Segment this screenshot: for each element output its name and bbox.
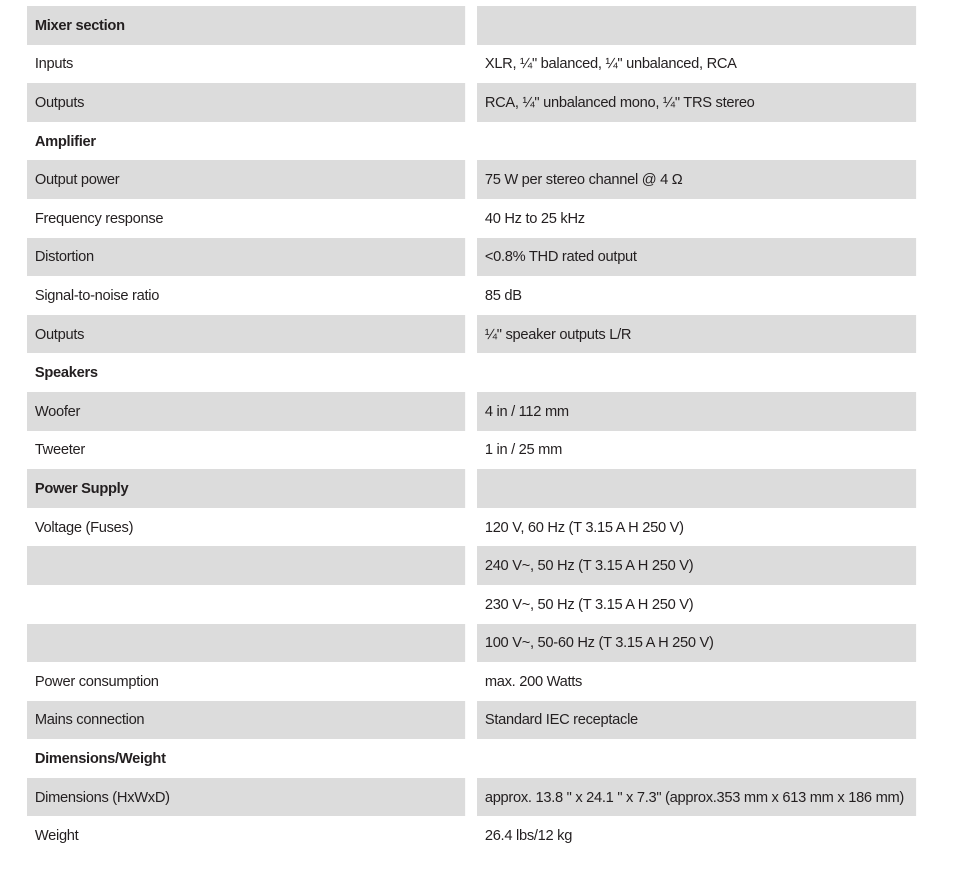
spec-row (27, 431, 926, 470)
spec-label: Dimensions (HxWxD) (27, 778, 465, 817)
spec-row (27, 585, 926, 624)
spec-label: Tweeter (34, 441, 85, 459)
spec-row (27, 83, 926, 122)
spec-value: XLR, ¼" balanced, ¼" unbalanced, RCA (484, 55, 737, 73)
spec-label: Power Supply (27, 469, 465, 508)
spec-label: Amplifier (34, 132, 96, 150)
spec-label: Mixer section (27, 6, 465, 45)
spec-label: Output power (27, 160, 465, 199)
spec-label: Inputs (34, 55, 74, 73)
spec-value: 1 in / 25 mm (484, 441, 563, 459)
spec-label: Speakers (34, 364, 98, 382)
spec-value (477, 469, 916, 508)
spec-row (27, 315, 926, 354)
spec-row (27, 238, 926, 277)
spec-row (27, 199, 926, 238)
spec-row (27, 816, 926, 855)
spec-label: Frequency response (34, 209, 164, 227)
spec-row (27, 739, 926, 778)
spec-label: Woofer (27, 392, 465, 431)
spec-row (27, 469, 926, 508)
spec-label: Outputs (27, 315, 465, 354)
spec-row (27, 45, 926, 84)
spec-label: Power consumption (34, 672, 159, 690)
spec-row (27, 353, 926, 392)
spec-label (27, 546, 465, 585)
spec-table (27, 6, 926, 855)
spec-value: 100 V~, 50-60 Hz (T 3.15 A H 250 V) (477, 624, 916, 663)
spec-value (477, 353, 916, 392)
spec-value: 85 dB (484, 286, 522, 304)
spec-value (477, 739, 916, 778)
spec-row (27, 122, 926, 161)
spec-label: Outputs (27, 83, 465, 122)
spec-label: Weight (34, 827, 79, 845)
spec-label: Distortion (27, 238, 465, 277)
spec-value (477, 6, 916, 45)
spec-value: approx. 13.8 " x 24.1 " x 7.3" (approx.353 mm x 613 mm x 186 mm) (477, 778, 916, 817)
spec-row (27, 6, 926, 45)
spec-label: Voltage (Fuses) (34, 518, 134, 536)
spec-row (27, 160, 926, 199)
spec-label: Signal-to-noise ratio (34, 286, 160, 304)
spec-row (27, 276, 926, 315)
spec-value: Standard IEC receptacle (477, 701, 916, 740)
spec-value: 230 V~, 50 Hz (T 3.15 A H 250 V) (484, 595, 694, 613)
spec-row (27, 392, 926, 431)
spec-value: 40 Hz to 25 kHz (484, 209, 585, 227)
spec-value: 26.4 lbs/12 kg (484, 827, 573, 845)
spec-row (27, 778, 926, 817)
spec-value: 4 in / 112 mm (477, 392, 916, 431)
spec-row (27, 624, 926, 663)
spec-value: 75 W per stereo channel @ 4 Ω (477, 160, 916, 199)
spec-value: RCA, ¼" unbalanced mono, ¼" TRS stereo (477, 83, 916, 122)
spec-label (27, 585, 465, 624)
spec-label: Dimensions/Weight (34, 750, 166, 768)
spec-row (27, 546, 926, 585)
spec-label: Mains connection (27, 701, 465, 740)
spec-value: max. 200 Watts (484, 672, 583, 690)
spec-row (27, 508, 926, 547)
spec-row (27, 662, 926, 701)
spec-value (477, 122, 916, 161)
spec-value: <0.8% THD rated output (477, 238, 916, 277)
spec-label (27, 624, 465, 663)
spec-value: 240 V~, 50 Hz (T 3.15 A H 250 V) (477, 546, 916, 585)
spec-value: 120 V, 60 Hz (T 3.15 A H 250 V) (484, 518, 684, 536)
spec-value: ¼" speaker outputs L/R (477, 315, 916, 354)
spec-row (27, 701, 926, 740)
